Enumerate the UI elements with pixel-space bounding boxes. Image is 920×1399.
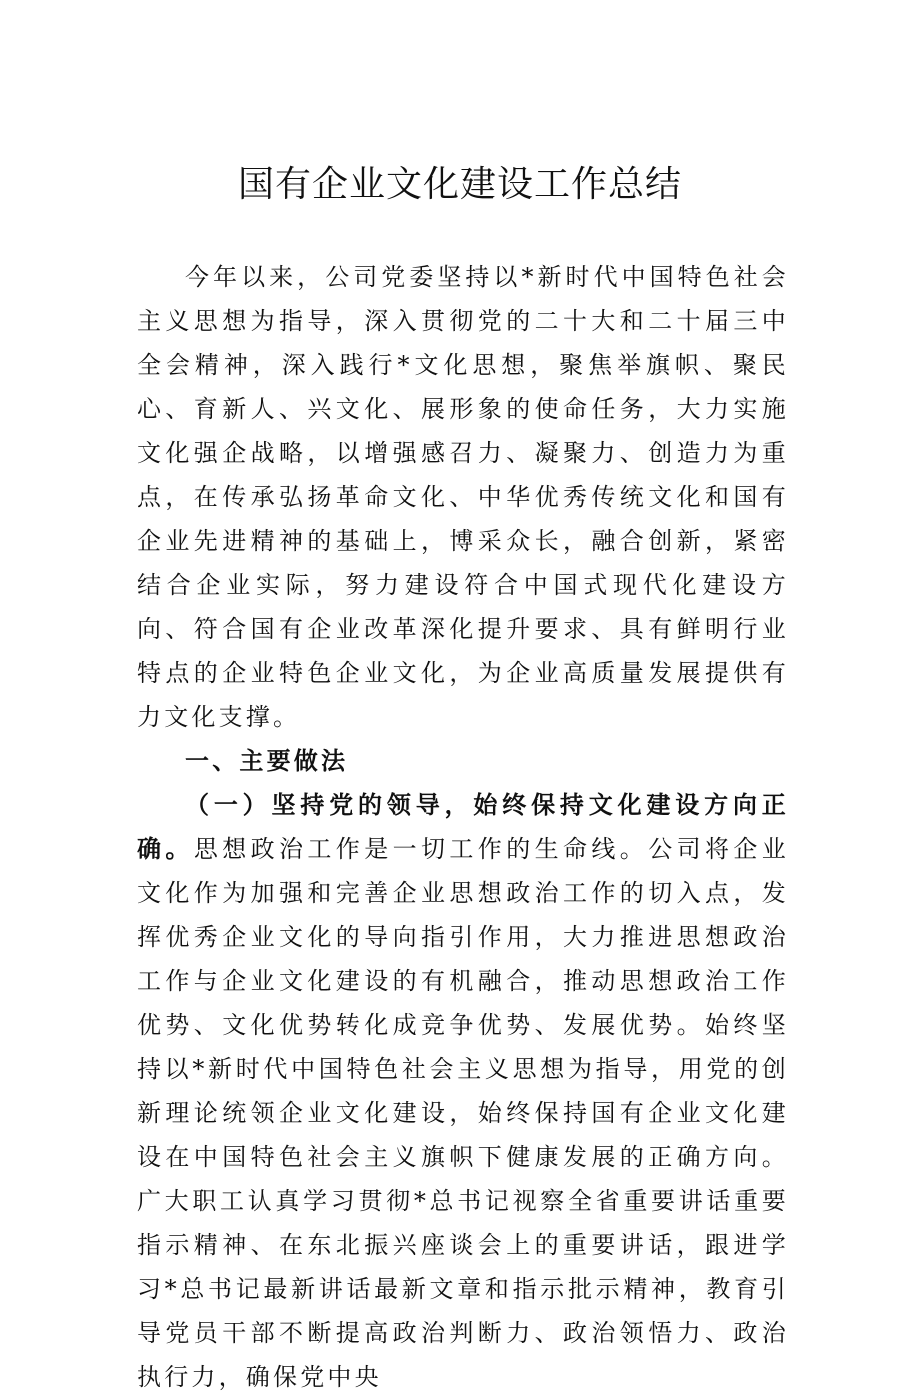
subsection-lead-sentence: （一）坚持党的领导，始终保持文化建设方向正确。 bbox=[137, 791, 789, 863]
document-title: 国有企业文化建设工作总结 bbox=[237, 164, 682, 205]
section-heading-main-practices: 一、主要做法 bbox=[185, 747, 349, 775]
document-body bbox=[137, 255, 789, 1399]
intro-paragraph: 今年以来，公司党委坚持以*新时代中国特色社会主义思想为指导，深入贯彻党的二十大和二十届三中全会精神，深入践行*文化思想，聚焦举旗帜、聚民心、育新人、兴文化、展形象的使命任务，大力实施文化强企战略，以增强感召力、凝聚力、创造力为重点，在传承弘扬革命文化、中华优秀传统文化和国有企业先进精神的基础上，博采众长，融合创新，紧密结合企业实际，努力建设符合中国式现代化建设方向、符合国有企业改革深化提升要求、具有鲜明行业特点的企业特色企业文化，为企业高质量发展提供有力文化支撑。 bbox=[137, 263, 789, 731]
subsection-body-text: 思想政治工作是一切工作的生命线。公司将企业文化作为加强和完善企业思想政治工作的切入点，发挥优秀企业文化的导向指引作用，大力推进思想政治工作与企业文化建设的有机融合，推动思想政治工作优势、文化优势转化成竞争优势、发展优势。始终坚持以*新时代中国特色社会主义思想为指导，用党的创新理论统领企业文化建设，始终保持国有企业文化建设在中国特色社会主义旗帜下健康发展的正确方向。广大职工认真学习贯彻*总书记视察全省重要讲话重要指示精神、在东北振兴座谈会上的重要讲话，跟进学习*总书记最新讲话最新文章和指示批示精神，教育引导党员干部不断提高政治判断力、政治领悟力、政治执行力，确保党中央 bbox=[137, 835, 790, 1391]
subsection-paragraph bbox=[137, 783, 789, 1399]
